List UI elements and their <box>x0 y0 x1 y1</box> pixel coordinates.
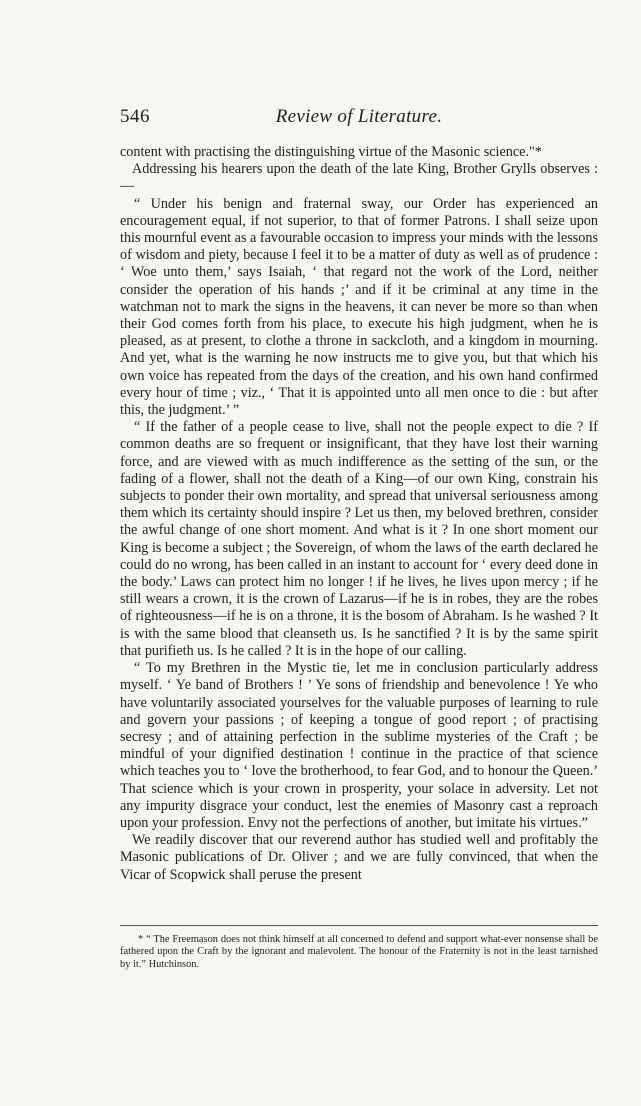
paragraph-quote-2: “ If the father of a people cease to live, shall not the people expect to die ? If common deaths are so frequent or insignificant, that they have lost their warning force, and are viewed with as much indifference as the setting of the sun, or the fading of a flower, shall not the death of a King—of our own King, constrain his subjects to ponder their own mortality, and spread that universal seriousness among them which its certainty should inspire ? Let us then, my beloved brethren, consider the awful change of one short moment. And what is it ? In one short moment our King is become a subject ; the Sovereign, of whom the laws of the earth declared he could do no wrong, has been called in an instant to account for ‘ every deed done in the body.’ Laws can protect him no longer ! if he lives, he lives upon mercy ; if he still wears a crown, it is the crown of Lazarus—if he is in robes, they are the robes of righteousness—if he is on a throne, it is the bosom of Abraham. Is he washed ? It is with the same blood that cleanseth us. Is he sanctified ? It is by the same spirit that purifieth us. Is he called ? It is in the hope of our calling. <box>120 419 598 659</box>
footnote: * “ The Freemason does not think himself at all concerned to defend and support what-ever nonsense shall be fathered upon the Craft by the ignorant and malevolent. The honour of the Fraternity is not in the least tarnished by it.” Hutchinson. <box>120 934 598 970</box>
paragraph-continuation: content with practising the distinguishing virtue of the Masonic science."* <box>120 144 542 160</box>
paragraph-review: We readily discover that our reverend author has studied well and profitably the Masonic publications of Dr. Oliver ; and we are fully convinced, that when the Vicar of Scopwick shall peruse the present <box>120 832 598 883</box>
footnote-divider <box>120 925 598 926</box>
body-text <box>120 144 598 884</box>
paragraph-quote-1: “ Under his benign and fraternal sway, our Order has experienced an encouragement equal, if not superior, to that of former Patrons. I shall seize upon this mournful event as a favourable occasion to impress your minds with the lessons of wisdom and piety, because I feel it to be a matter of duty as well as of prudence : ‘ Woe unto them,’ says Isaiah, ‘ that regard not the work of the Lord, neither consider the operation of his hands ;’ and if it be criminal at any time in the watchman not to mark the signs in the heavens, it can never be more so than when their God comes forth from his place, to execute his high judgment, when he is pleased, as at present, to clothe a throne in sackcloth, and a kingdom in mourning. And yet, what is the warning he now instructs me to give you, but that which his own voice has repeated from the days of the creation, and his own hand confirmed every hour of time ; viz., ‘ That it is appointed unto all men once to die : but after this, the judgment.’ ” <box>120 195 598 419</box>
running-title: Review of Literature. <box>275 106 443 127</box>
paragraph-quote-3: “ To my Brethren in the Mystic tie, let me in conclusion particularly address myself. ‘ Ye band of Brothers ! ’ Ye sons of friendship and benevolence ! Ye who have voluntarily associated yourselves for the valuable purposes of learning to rule and govern your passions ; of keeping a tongue of good report ; of practising secresy ; and of attaining perfection in the sublime mysteries of the Craft ; be mindful of your dignified destination ! continue in the practice of that science which teaches you to ‘ love the brotherhood, to fear God, and to honour the Queen.’ That science which is your crown in prosperity, your solace in adversity. Let not any impurity disgrace your conduct, lest the enemies of Masonry cast a reproach upon your profession. Envy not the perfections of another, but imitate his virtues.” <box>120 660 598 831</box>
paragraph-intro: Addressing his hearers upon the death of the late King, Brother Grylls observes :— <box>120 161 598 195</box>
page-number: 546 <box>120 106 150 127</box>
page-header <box>120 106 598 130</box>
